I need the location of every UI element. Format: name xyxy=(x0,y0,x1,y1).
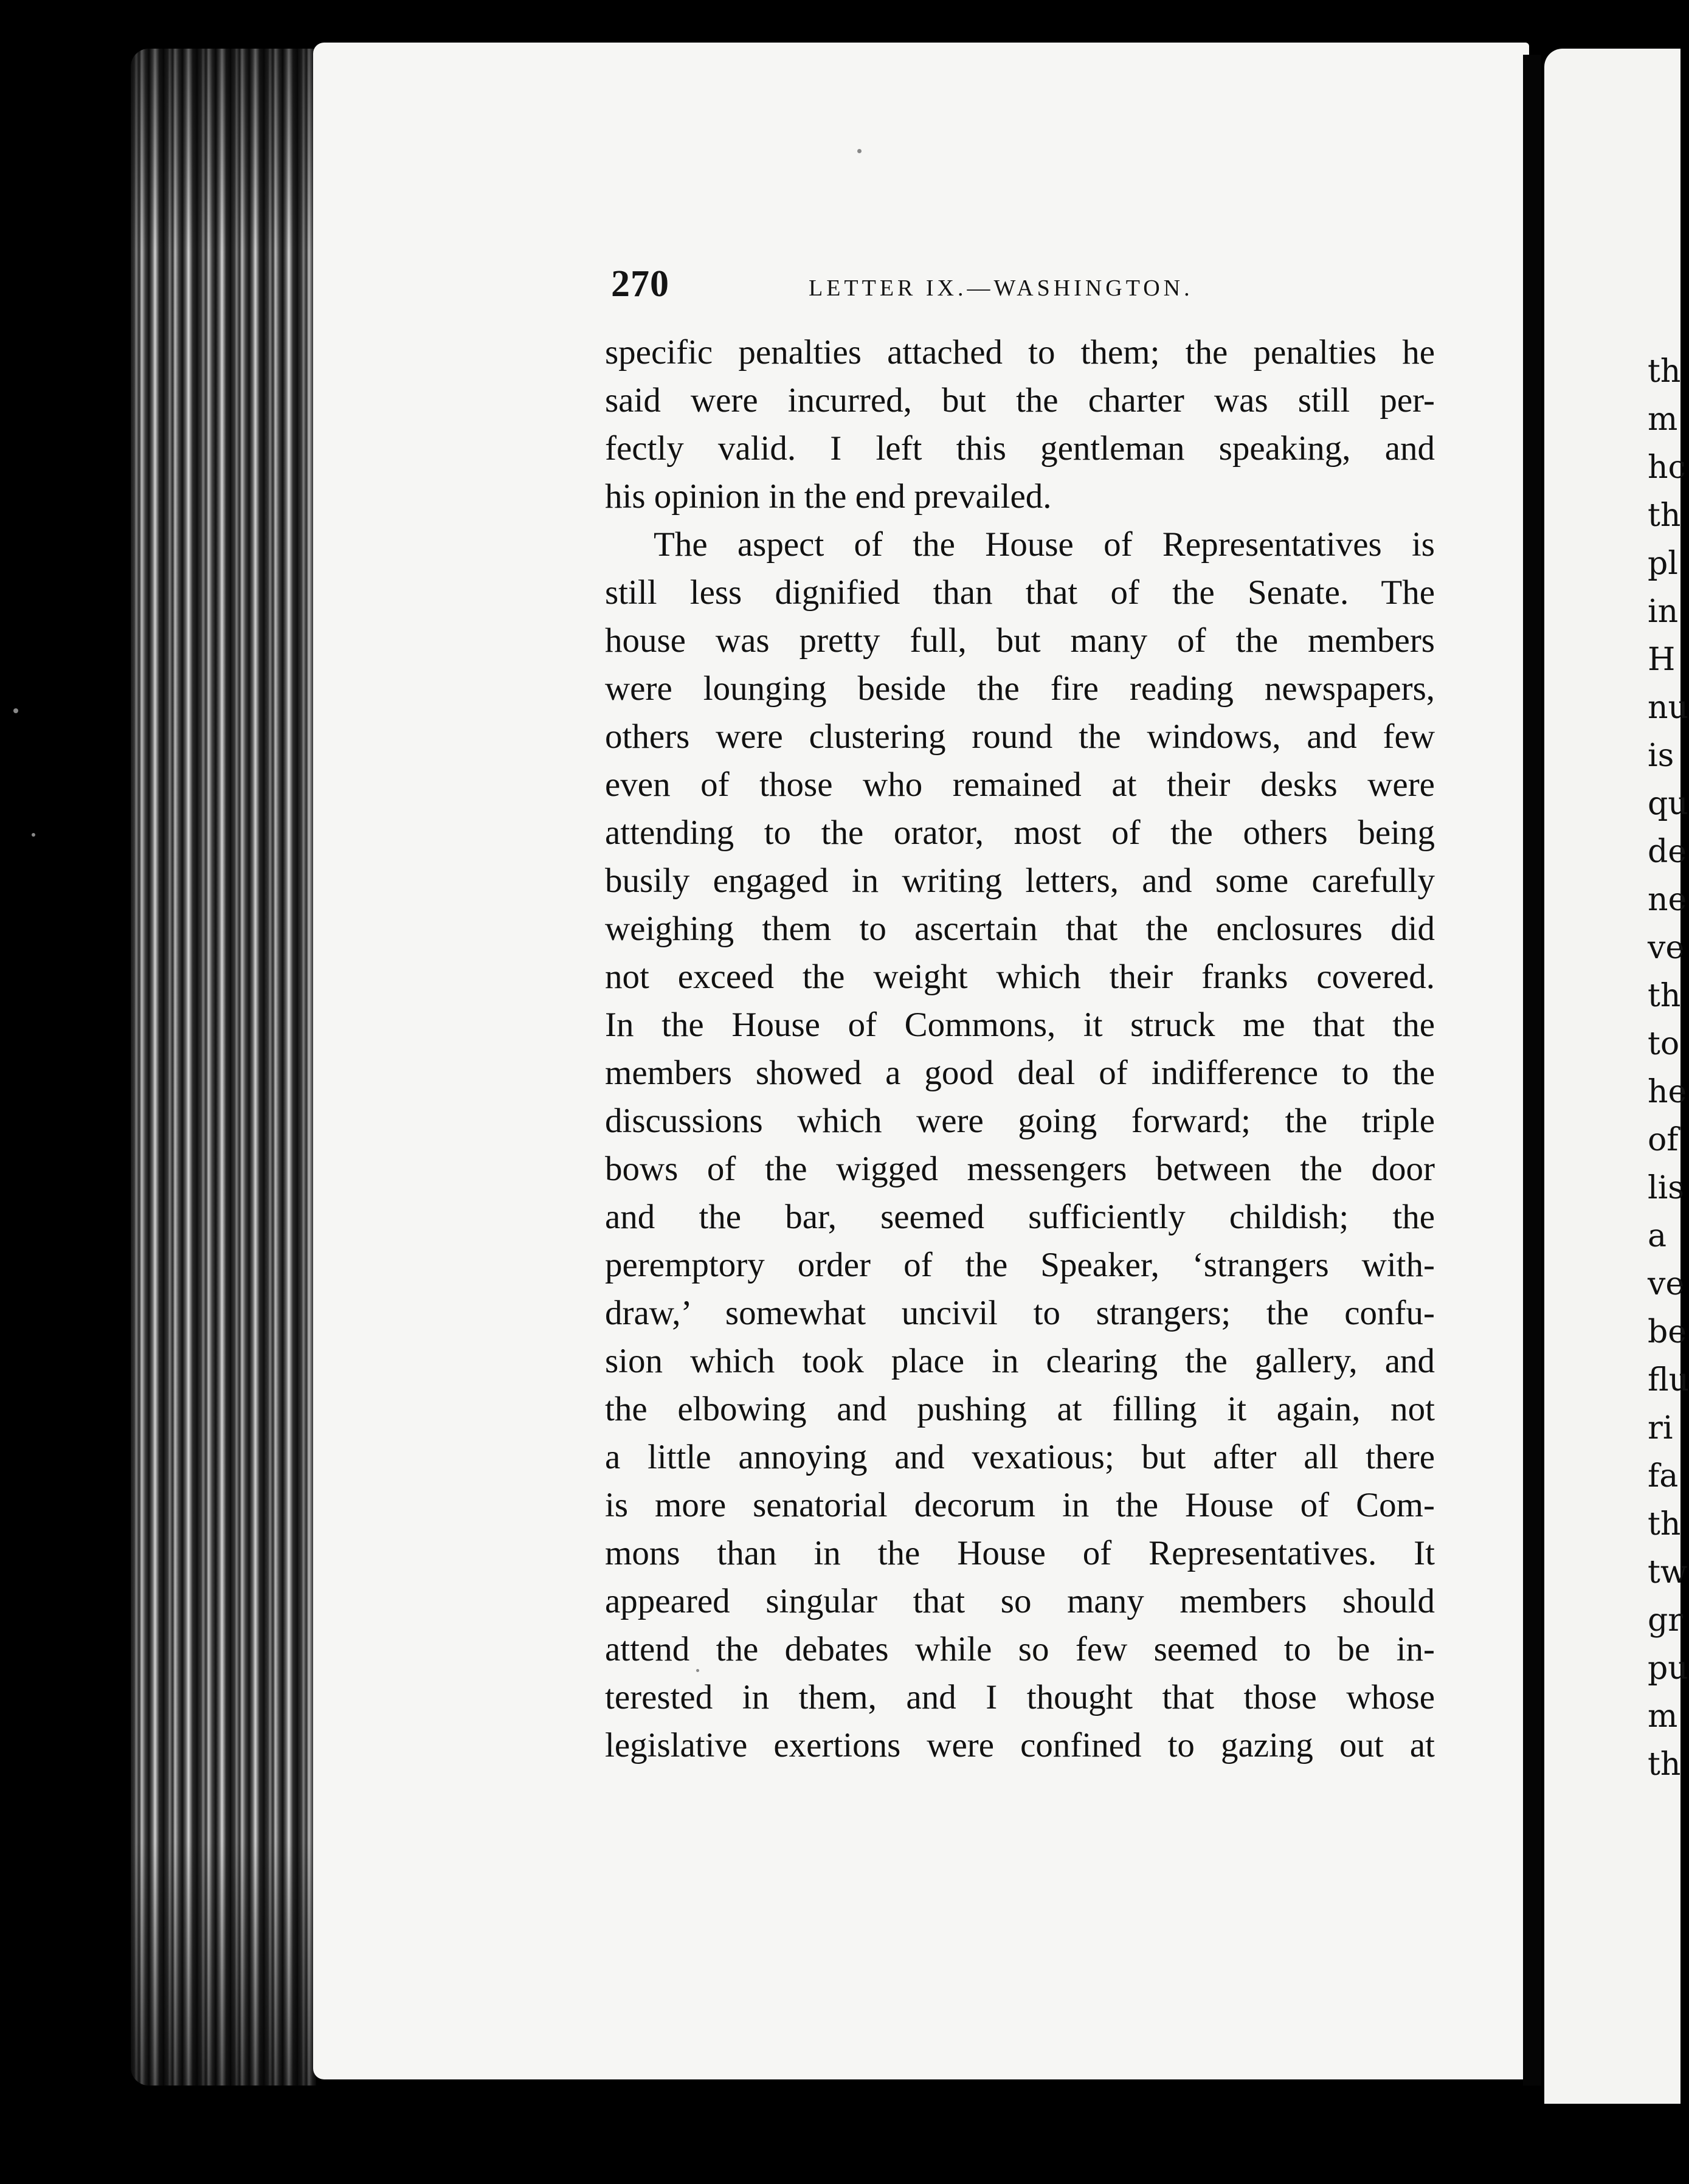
facing-page-fragment: pu xyxy=(1648,1650,1688,1687)
facing-page-fragment: in xyxy=(1648,593,1679,630)
dust-speck xyxy=(696,1669,699,1672)
facing-page-fragment: th xyxy=(1648,353,1681,390)
facing-page-fragment: m xyxy=(1648,401,1678,438)
facing-page-fragment: H xyxy=(1648,641,1676,678)
dust-speck xyxy=(13,708,18,713)
text-line: the elbowing and pushing at filling it again, not xyxy=(605,1390,1435,1428)
dust-speck xyxy=(32,833,35,837)
text-line: still less dignified than that of the Senate. The xyxy=(605,573,1435,612)
text-line: draw,’ somewhat uncivil to strangers; the confu- xyxy=(605,1294,1435,1332)
text-line: sion which took place in clearing the gallery, and xyxy=(605,1342,1435,1380)
text-line: were lounging beside the fire reading newspapers, xyxy=(605,669,1435,708)
text-line: a little annoying and vexatious; but after all there xyxy=(605,1438,1435,1476)
facing-page-fragment: qu xyxy=(1648,786,1688,822)
facing-page-fragment: fa xyxy=(1648,1458,1679,1495)
facing-page-fragment: de xyxy=(1648,834,1687,870)
facing-page-fragment: nu xyxy=(1648,689,1688,726)
text-line: weighing them to ascertain that the enclosures did xyxy=(605,910,1435,948)
facing-page-edge xyxy=(1544,49,1689,2104)
dust-speck xyxy=(857,149,862,153)
facing-page-fragment: flu xyxy=(1648,1362,1689,1398)
text-line: members showed a good deal of indifference to the xyxy=(605,1054,1435,1092)
facing-page-fragment: gr xyxy=(1648,1602,1684,1639)
facing-page-fragment: ve xyxy=(1648,930,1685,966)
facing-page-fragment: he xyxy=(1648,1074,1687,1110)
text-line: busily engaged in writing letters, and some carefully xyxy=(605,862,1435,900)
facing-page-fragment: m xyxy=(1648,1698,1678,1735)
text-line: is more senatorial decorum in the House of Com- xyxy=(605,1486,1435,1524)
facing-page-fragment: th xyxy=(1648,1746,1681,1783)
facing-page-fragment: th xyxy=(1648,497,1681,534)
running-title: LETTER IX.—WASHINGTON. xyxy=(809,275,1193,301)
text-line: not exceed the weight which their franks covered. xyxy=(605,958,1435,996)
text-line: his opinion in the end prevailed. xyxy=(605,477,1052,516)
text-line: bows of the wigged messengers between the door xyxy=(605,1150,1435,1188)
facing-page-fragment: to xyxy=(1648,1026,1680,1062)
running-head xyxy=(611,263,1435,311)
facing-page-fragment: be xyxy=(1648,1314,1687,1350)
page-number: 270 xyxy=(611,263,669,305)
facing-page-fragment: pl xyxy=(1648,545,1678,582)
text-line: legislative exertions were confined to gazing out at xyxy=(605,1726,1435,1764)
body-text xyxy=(605,328,1435,1769)
text-line: attending to the orator, most of the others being xyxy=(605,814,1435,852)
text-line: said were incurred, but the charter was still per- xyxy=(605,381,1435,420)
text-line: appeared singular that so many members should xyxy=(605,1582,1435,1620)
fore-edge-shadow xyxy=(131,49,316,2086)
text-line: fectly valid. I left this gentleman speaking, and xyxy=(605,429,1435,468)
text-line: attend the debates while so few seemed to be in- xyxy=(605,1630,1435,1668)
text-line: discussions which were going forward; the triple xyxy=(605,1102,1435,1140)
facing-page-fragment: lis xyxy=(1648,1170,1684,1206)
page-gutter xyxy=(1523,55,1541,2086)
facing-page-fragment: hc xyxy=(1648,449,1686,486)
facing-page-fragment: th xyxy=(1648,1506,1681,1543)
text-line: house was pretty full, but many of the members xyxy=(605,621,1435,660)
text-line: mons than in the House of Representatives. It xyxy=(605,1534,1435,1572)
text-line: even of those who remained at their desks were xyxy=(605,765,1435,804)
facing-page-fragment: ri xyxy=(1648,1410,1673,1446)
facing-page-fragment: ne xyxy=(1648,882,1687,918)
facing-page-fragment: th xyxy=(1648,978,1681,1014)
text-line: specific penalties attached to them; the penalties he xyxy=(605,333,1435,371)
facing-page-fragment: ve xyxy=(1648,1266,1685,1302)
text-line: and the bar, seemed sufficiently childish; the xyxy=(605,1198,1435,1236)
facing-page-fragment: is xyxy=(1648,738,1674,774)
text-line: The aspect of the House of Representatives is xyxy=(654,525,1435,564)
text-line: others were clustering round the windows, and few xyxy=(605,717,1435,756)
facing-page-fragment: of xyxy=(1648,1122,1679,1158)
facing-page-fragment: tw xyxy=(1648,1554,1688,1591)
text-line: In the House of Commons, it struck me that the xyxy=(605,1006,1435,1044)
facing-page-fragment: a xyxy=(1648,1218,1667,1254)
text-line: peremptory order of the Speaker, ‘strangers with- xyxy=(605,1246,1435,1284)
text-line: terested in them, and I thought that those whose xyxy=(605,1678,1435,1716)
